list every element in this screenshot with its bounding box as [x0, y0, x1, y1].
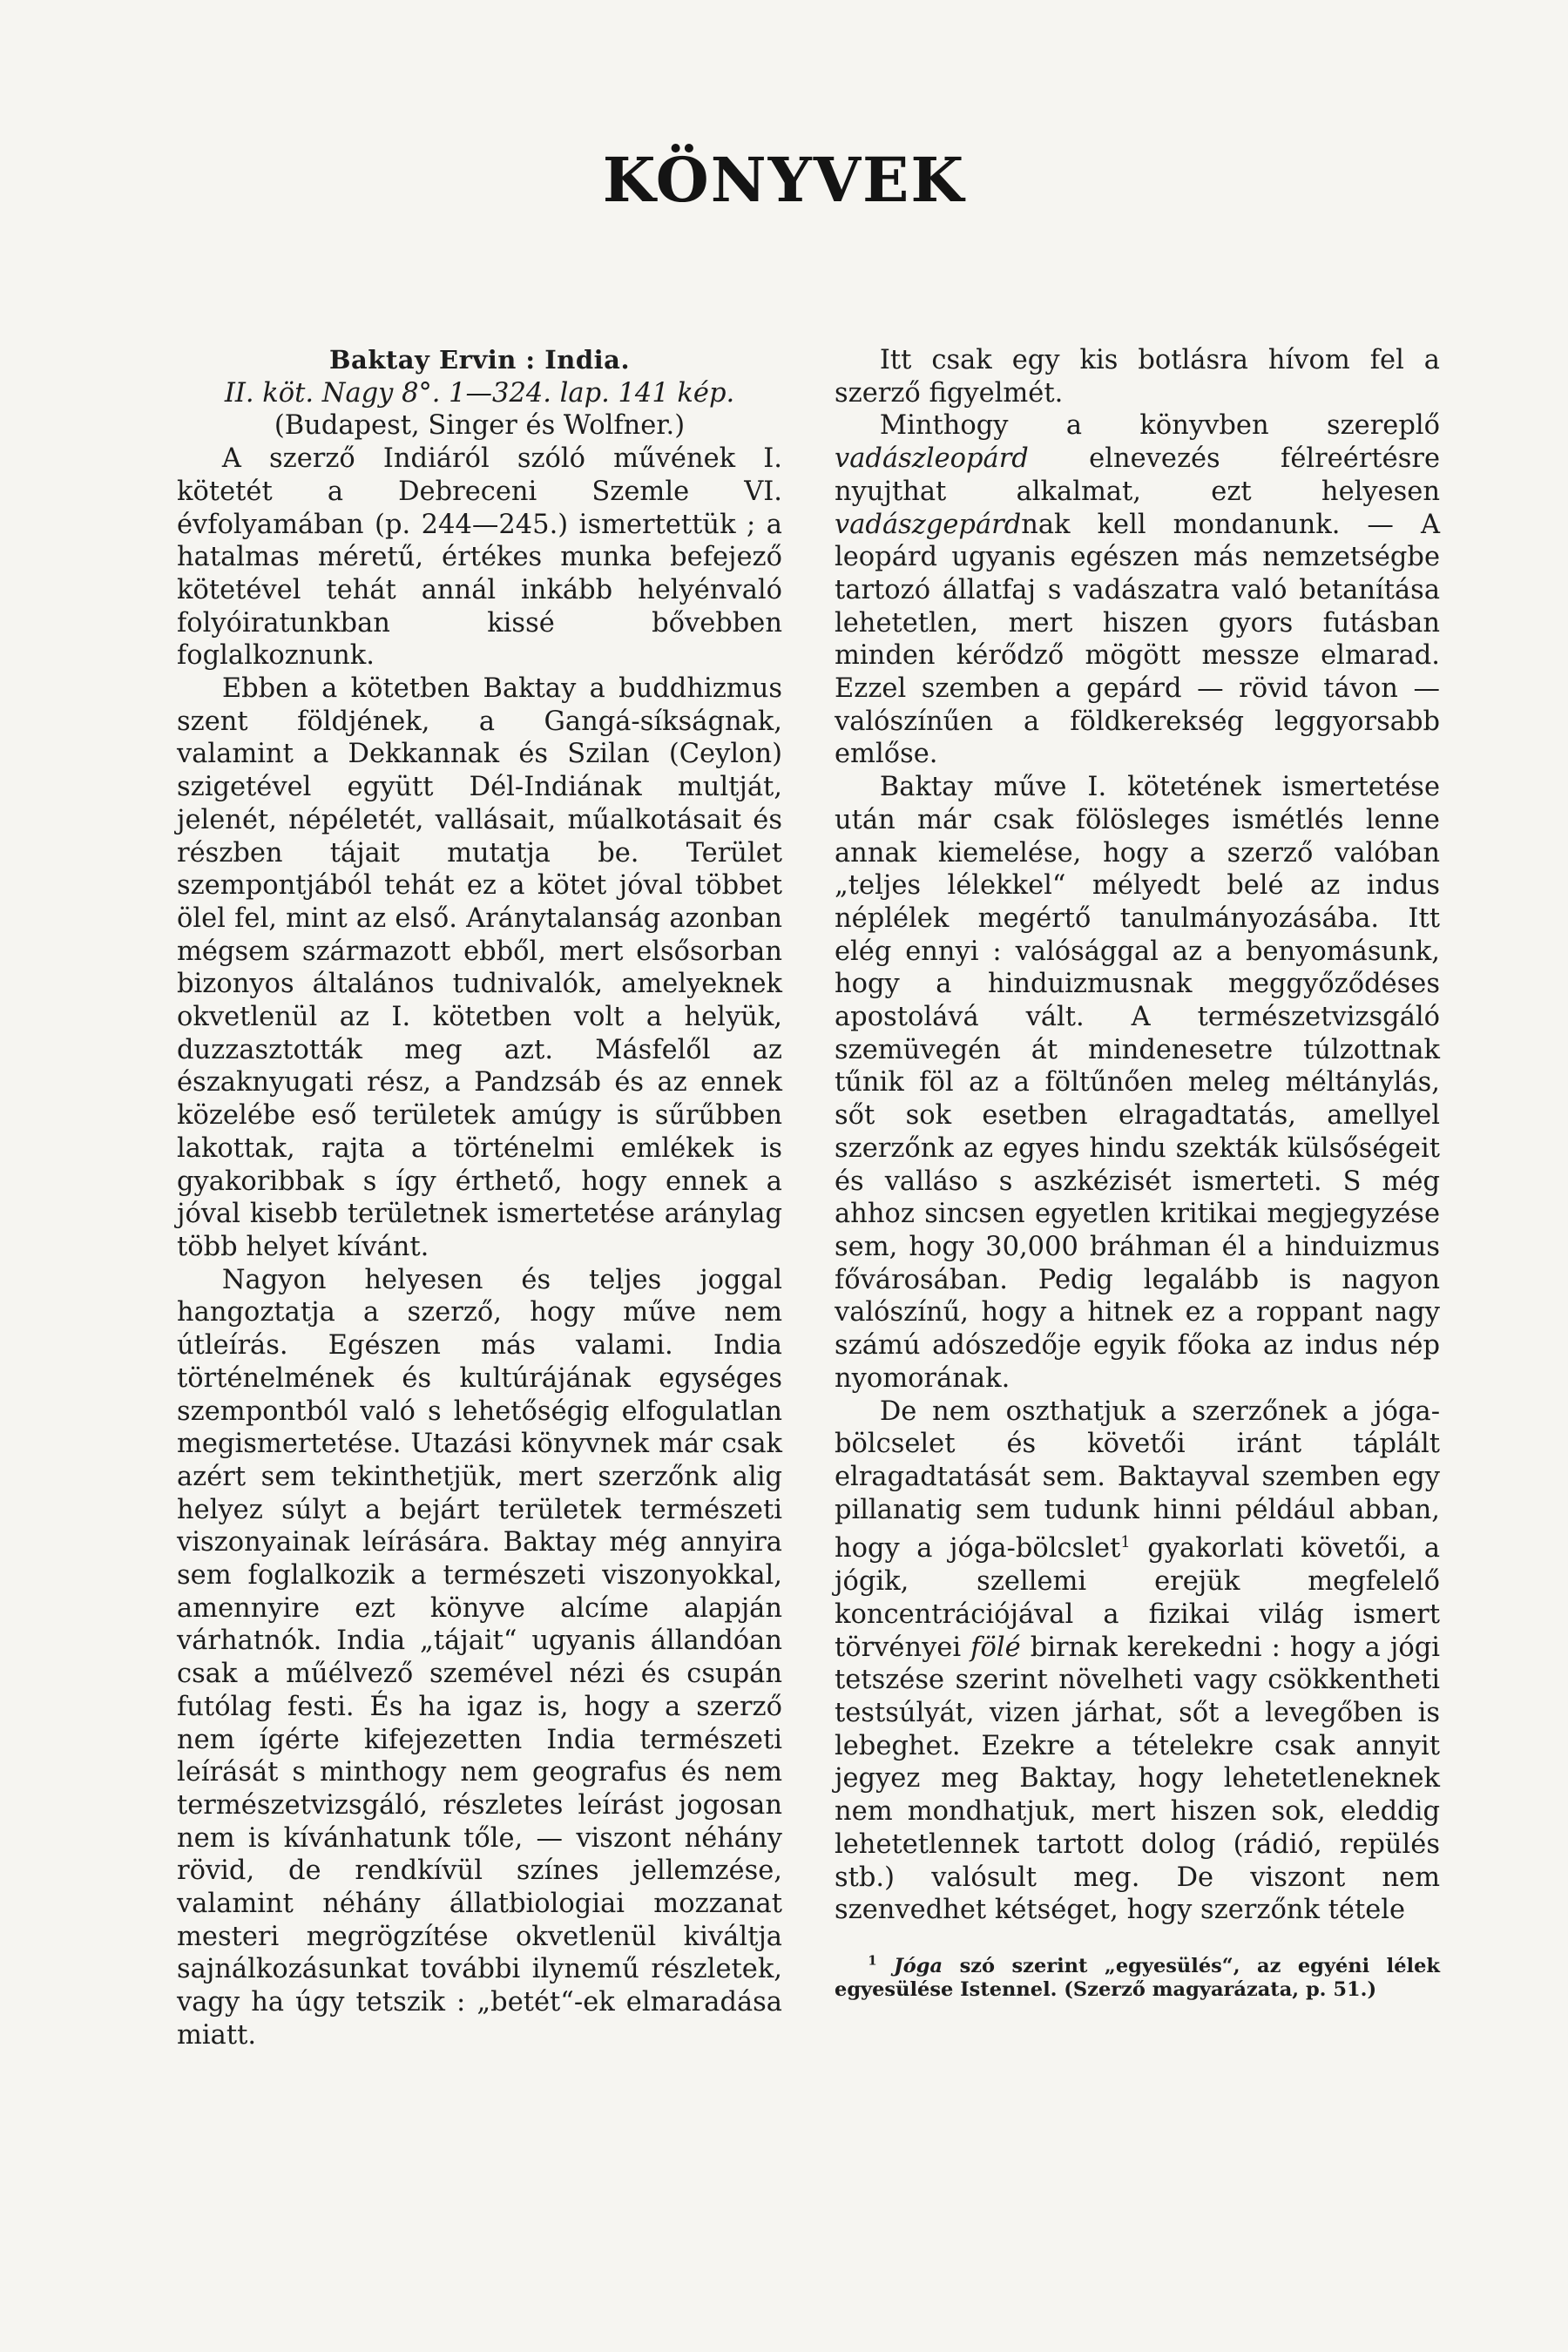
footnote-term: Jóga [894, 1954, 943, 1977]
text-run: birnak kerekedni : hogy a jógi tetszése szerint növelheti vagy csökkentheti testsúlyát, vizen járhat, sőt a levegőben is lebeghet. Ezekre a tételekre csak annyit jegyez meg Baktay, hogy lehetetleneknek nem mondhatjuk, mert hiszen sok, eleddig lehetetlennek tartott dolog (rádió, repülés stb.) valósult meg. De viszont nem szenvedhet kétséget, hogy szerzőnk tétele [835, 1632, 1440, 1926]
text-run: elnevezés félreértésre nyujthat alkalmat, ezt helyesen [835, 443, 1440, 507]
right-column [835, 344, 1440, 2002]
right-paragraph [835, 771, 1440, 1395]
review-header [177, 344, 782, 443]
italic-run: fölé [970, 1632, 1021, 1663]
footnote-text: szó szerint „egyesülés“, az egyéni lélek egyesülése Istennel. (Szerző magyarázata, p. 51.) [835, 1954, 1440, 2001]
left-paragraph: A szerző Indiáról szóló művének I. kötetét a Debreceni Szemle VI. évfolyamában (p. 244—245.) ismertettük ; a hatalmas méretű, értékes munka befejező kötetével tehát annál inkább helyénvaló folyóiratunkban kissé bővebben foglalkoznunk. [177, 443, 782, 672]
text-run: Minthogy a könyvben szereplő [879, 410, 1440, 442]
review-author-title: Baktay Ervin : India. [328, 345, 631, 375]
text-run: nak kell mondanunk. — A leopárd ugyanis egészen más nemzetségbe tartozó állatfaj s vadászatra való betanítása lehetetlen, mert hiszen gyors futásban minden kérődző mögött messze elmarad. Ezzel szemben a gepárd — rövid távon — valószínűen a földkerekség leggyorsabb emlőse. [835, 509, 1440, 770]
footnote-reference: 1 [1120, 1533, 1131, 1552]
left-paragraph: Ebben a kötetben Baktay a buddhizmus szent földjének, a Gangá-síkságnak, valamint a Dekkannak és Szilan (Ceylon) szigetével együtt Dél-Indiának multját, jelenét, népéletét, vallásait, műalkotásait és részben tájait mutatja be. Terület szempontjából tehát ez a kötet jóval többet ölel fel, mint az első. Aránytalanság azonban mégsem származott ebből, mert elsősorban bizonyos általános tudnivalók, amelyeknek okvetlenül az I. kötetben volt a helyük, duzzasztották meg azt. Másfelől az északnyugati rész, a Pandzsáb és az ennek közelébe eső területek amúgy is sűrűbben lakottak, rajta a történelmi emlékek is gyakoribbak s így érthető, hogy ennek a jóval kisebb területnek ismertetése aránylag több helyet kívánt. [177, 673, 782, 1262]
section-title: KÖNYVEK [602, 144, 966, 216]
text-run: Baktay műve I. kötetének ismertetése után már csak fölösleges ismétlés lenne annak kiemelése, hogy a szerző valóban „teljes lélekkel“ mélyedt belé az indus néplélek megértő tanulmányozásába. Itt elég ennyi : valósággal az a benyomásunk, hogy a hinduizmusnak meggyőződéses apostolává vált. A természetvizsgáló szemüvegén át mindenesetre túlzottnak tűnik föl az a föltűnően meleg méltánylás, sőt sok esetben elragadtatás, amellyel szerzőnk az egyes hindu szekták külsőségeit és valláso s aszkézisét ismerteti. S még ahhoz sincsen egyetlen kritikai megjegyzése sem, hogy 30,000 bráhman él a hinduizmus fővárosában. Pedig legalább is nagyon valószínű, hogy a hitnek ez a roppant nagy számú adószedője egyik főoka az indus nép nyomorának. [835, 772, 1440, 1394]
text-run: Itt csak egy kis botlásra hívom fel a szerző figyelmét. [835, 345, 1440, 409]
right-paragraph [835, 1396, 1440, 1927]
review-publisher: (Budapest, Singer és Wolfner.) [274, 410, 686, 442]
left-column [177, 344, 782, 2052]
footnote [835, 1952, 1440, 2002]
right-paragraphs [835, 344, 1440, 1927]
footnote-mark: 1 [868, 1952, 877, 1969]
left-paragraph: Nagyon helyesen és teljes joggal hangoztatja a szerző, hogy műve nem útleírás. Egészen más valami. India történelmének és kultúrájának egységes szempontból való s lehetőségig elfogulatlan megismertetése. Utazási könyvnek már csak azért sem tekinthetjük, mert szerzőnk alig helyez súlyt a bejárt területek természeti viszonyainak leírására. Baktay még annyira sem foglalkozik a természeti viszonyokkal, amennyire ezt könyve alcíme alapján várhatnók. India „tájait“ ugyanis állandóan csak a műélvező szemével nézi és csupán futólag festi. És ha igaz is, hogy a szerző nem ígérte kifejezetten India természeti leírását s minthogy nem geografus és nem természetvizsgáló, részletes leírást jogosan nem is kívánhatunk tőle, — viszont néhány rövid, de rendkívül színes jellemzése, valamint néhány állatbiologiai mozzanat mesteri megrögzítése okvetlenül kiváltja sajnálkozásunkat további ilynemű részletek, vagy ha úgy tetszik : „betét“-ek elmaradása miatt. [177, 1264, 782, 2051]
italic-run: vadászleopárd [835, 443, 1029, 475]
italic-run: vadászgepárd [835, 509, 1022, 540]
review-details: II. köt. Nagy 8°. 1—324. lap. 141 kép. [224, 377, 735, 409]
text-run: gyakorlati követői, a jógik, szellemi erejük megfelelő koncentrációjával a fizikai világ ismert törvényei [835, 1533, 1441, 1663]
right-paragraph [835, 409, 1440, 771]
right-paragraph [835, 344, 1440, 409]
text-run: De nem oszthatjuk a szerzőnek a jóga-bölcselet és követői iránt táplált elragadtatását sem. Baktayval szemben egy pillanatig sem tudunk hinni például abban, hogy a jóga-bölcslet [835, 1396, 1440, 1565]
